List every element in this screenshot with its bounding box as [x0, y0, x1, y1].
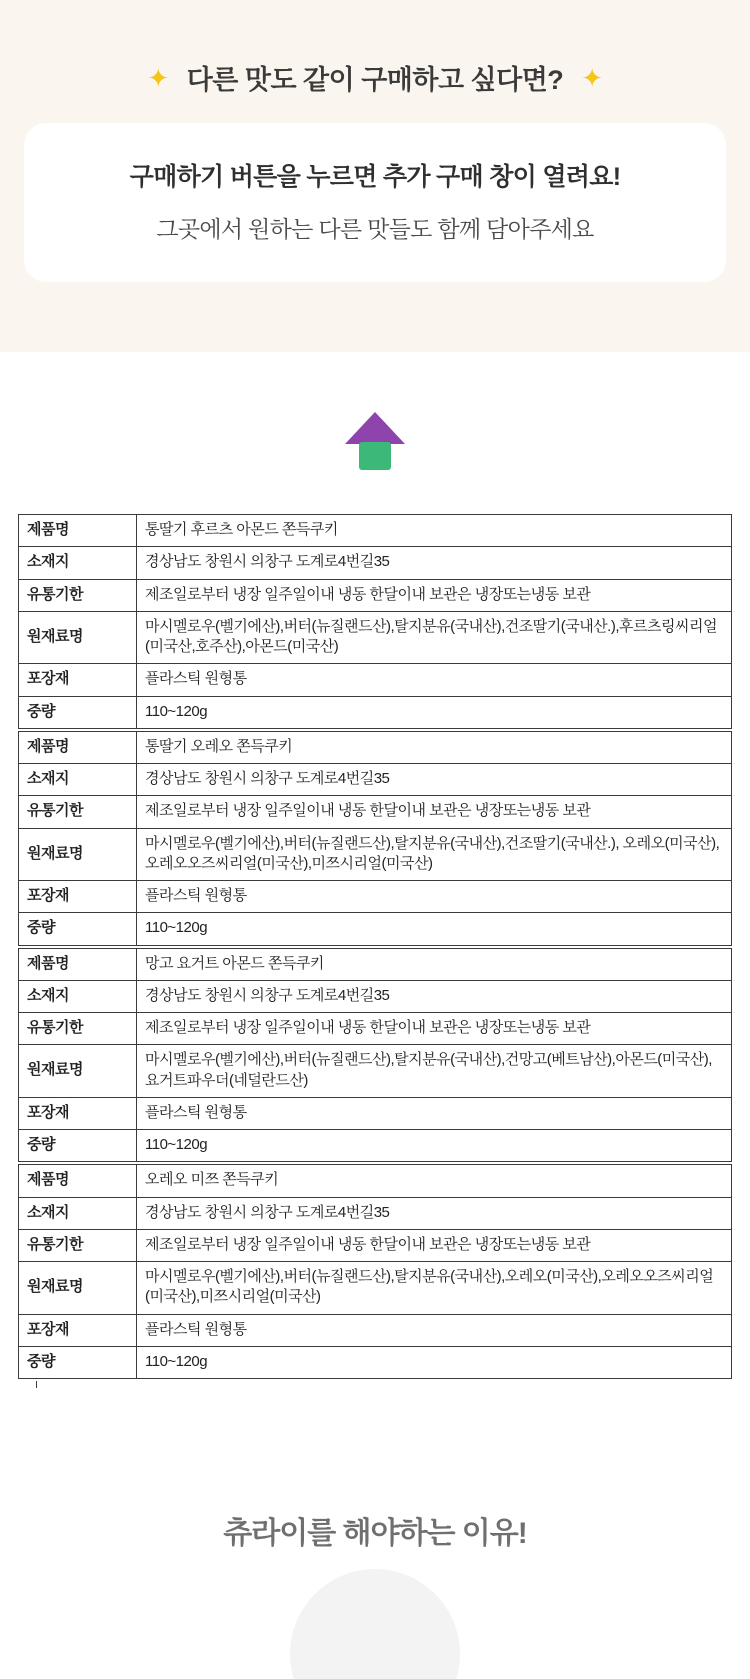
row-value: 제조일로부터 냉장 일주일이내 냉동 한달이내 보관은 냉장또는냉동 보관: [137, 579, 732, 611]
table-row: [19, 1314, 732, 1346]
table-row: [19, 611, 732, 664]
row-value: 통딸기 후르츠 아몬드 쫀득쿠키: [137, 515, 732, 547]
row-label: 포장재: [19, 664, 137, 696]
table-row: [19, 1197, 732, 1229]
row-value: 오레오 미쯔 쫀득쿠키: [137, 1165, 732, 1197]
row-label: 유통기한: [19, 579, 137, 611]
spec-table: [18, 1164, 732, 1379]
section-divider-icon-wrap: [0, 352, 750, 514]
table-row: [19, 1346, 732, 1378]
row-label: 유통기한: [19, 1013, 137, 1045]
row-label: 중량: [19, 1130, 137, 1162]
row-label: 소재지: [19, 547, 137, 579]
table-row: [19, 1045, 732, 1098]
table-row: [19, 1165, 732, 1197]
table-row: [19, 731, 732, 763]
table-row: [19, 796, 732, 828]
row-label: 제품명: [19, 515, 137, 547]
row-value: 마시멜로우(벨기에산),버터(뉴질랜드산),탈지분유(국내산),건망고(베트남산),아몬드(미국산),요거트파우더(네덜란드산): [137, 1045, 732, 1098]
table-row: [19, 696, 732, 728]
row-value: 플라스틱 원형통: [137, 664, 732, 696]
row-value: 110~120g: [137, 1346, 732, 1378]
promo-card-line2: 그곳에서 원하는 다른 맛들도 함께 담아주세요: [156, 216, 594, 242]
promo-card: [24, 123, 726, 282]
promo-heading-text: 다른 맛도 같이 구매하고 싶다면?: [186, 65, 564, 95]
row-label: 원재료명: [19, 1262, 137, 1315]
house-icon-body: [359, 442, 391, 470]
table-row: [19, 980, 732, 1012]
table-row: [19, 1229, 732, 1261]
row-value: 플라스틱 원형통: [137, 881, 732, 913]
row-value: 마시멜로우(벨기에산),버터(뉴질랜드산),탈지분유(국내산),오레오(미국산),오레오오즈씨리얼(미국산),미쯔시리얼(미국산): [137, 1262, 732, 1315]
table-row: [19, 764, 732, 796]
row-value: 제조일로부터 냉장 일주일이내 냉동 한달이내 보관은 냉장또는냉동 보관: [137, 1013, 732, 1045]
row-label: 유통기한: [19, 1229, 137, 1261]
promo-card-line1: 구매하기 버튼을 누르면 추가 구매 창이 열려요!: [129, 163, 621, 191]
table-row: [19, 913, 732, 945]
row-label: 제품명: [19, 1165, 137, 1197]
table-row: [19, 1262, 732, 1315]
table-row: [19, 828, 732, 881]
row-value: 망고 요거트 아몬드 쫀득쿠키: [137, 948, 732, 980]
row-value: 110~120g: [137, 913, 732, 945]
row-value: 플라스틱 원형통: [137, 1314, 732, 1346]
table-row: [19, 1013, 732, 1045]
row-value: 경상남도 창원시 의창구 도계로4번길35: [137, 1197, 732, 1229]
row-label: 중량: [19, 1346, 137, 1378]
table-row: [19, 664, 732, 696]
row-value: 경상남도 창원시 의창구 도계로4번길35: [137, 764, 732, 796]
sparkle-icon-right: ✦: [581, 62, 603, 93]
row-label: 소재지: [19, 764, 137, 796]
row-label: 포장재: [19, 1314, 137, 1346]
spec-table: [18, 948, 732, 1163]
house-icon: [345, 412, 405, 470]
row-value: 경상남도 창원시 의창구 도계로4번길35: [137, 980, 732, 1012]
row-label: 원재료명: [19, 828, 137, 881]
row-label: 제품명: [19, 948, 137, 980]
row-label: 중량: [19, 913, 137, 945]
row-label: 포장재: [19, 1097, 137, 1129]
row-label: 제품명: [19, 731, 137, 763]
row-value: 마시멜로우(벨기에산),버터(뉴질랜드산),탈지분유(국내산),건조딸기(국내산.),후르츠링씨리얼(미국산,호주산),아몬드(미국산): [137, 611, 732, 664]
row-label: 유통기한: [19, 796, 137, 828]
sparkle-icon-left: ✦: [147, 62, 169, 93]
row-label: 원재료명: [19, 611, 137, 664]
row-value: 제조일로부터 냉장 일주일이내 냉동 한달이내 보관은 냉장또는냉동 보관: [137, 796, 732, 828]
table-row: [19, 515, 732, 547]
row-label: 소재지: [19, 1197, 137, 1229]
table-end-tick: [36, 1381, 42, 1388]
table-row: [19, 948, 732, 980]
spec-table: [18, 731, 732, 946]
row-value: 마시멜로우(벨기에산),버터(뉴질랜드산),탈지분유(국내산),건조딸기(국내산.), 오레오(미국산),오레오오즈씨리얼(미국산),미쯔시리얼(미국산): [137, 828, 732, 881]
promo-heading: [24, 40, 726, 123]
table-row: [19, 1130, 732, 1162]
row-value: 경상남도 창원시 의창구 도계로4번길35: [137, 547, 732, 579]
row-label: 포장재: [19, 881, 137, 913]
row-label: 소재지: [19, 980, 137, 1012]
table-row: [19, 881, 732, 913]
row-value: 플라스틱 원형통: [137, 1097, 732, 1129]
row-value: 제조일로부터 냉장 일주일이내 냉동 한달이내 보관은 냉장또는냉동 보관: [137, 1229, 732, 1261]
row-label: 원재료명: [19, 1045, 137, 1098]
row-value: 통딸기 오레오 쫀득쿠키: [137, 731, 732, 763]
spec-tables: [0, 514, 750, 1388]
row-value: 110~120g: [137, 1130, 732, 1162]
row-label: 중량: [19, 696, 137, 728]
spec-table: [18, 514, 732, 729]
house-icon-roof: [345, 412, 405, 444]
row-value: 110~120g: [137, 696, 732, 728]
table-row: [19, 579, 732, 611]
table-row: [19, 547, 732, 579]
promo-section: [0, 0, 750, 352]
bottom-section-heading: 츄라이를 해야하는 이유!: [223, 1517, 527, 1550]
table-row: [19, 1097, 732, 1129]
